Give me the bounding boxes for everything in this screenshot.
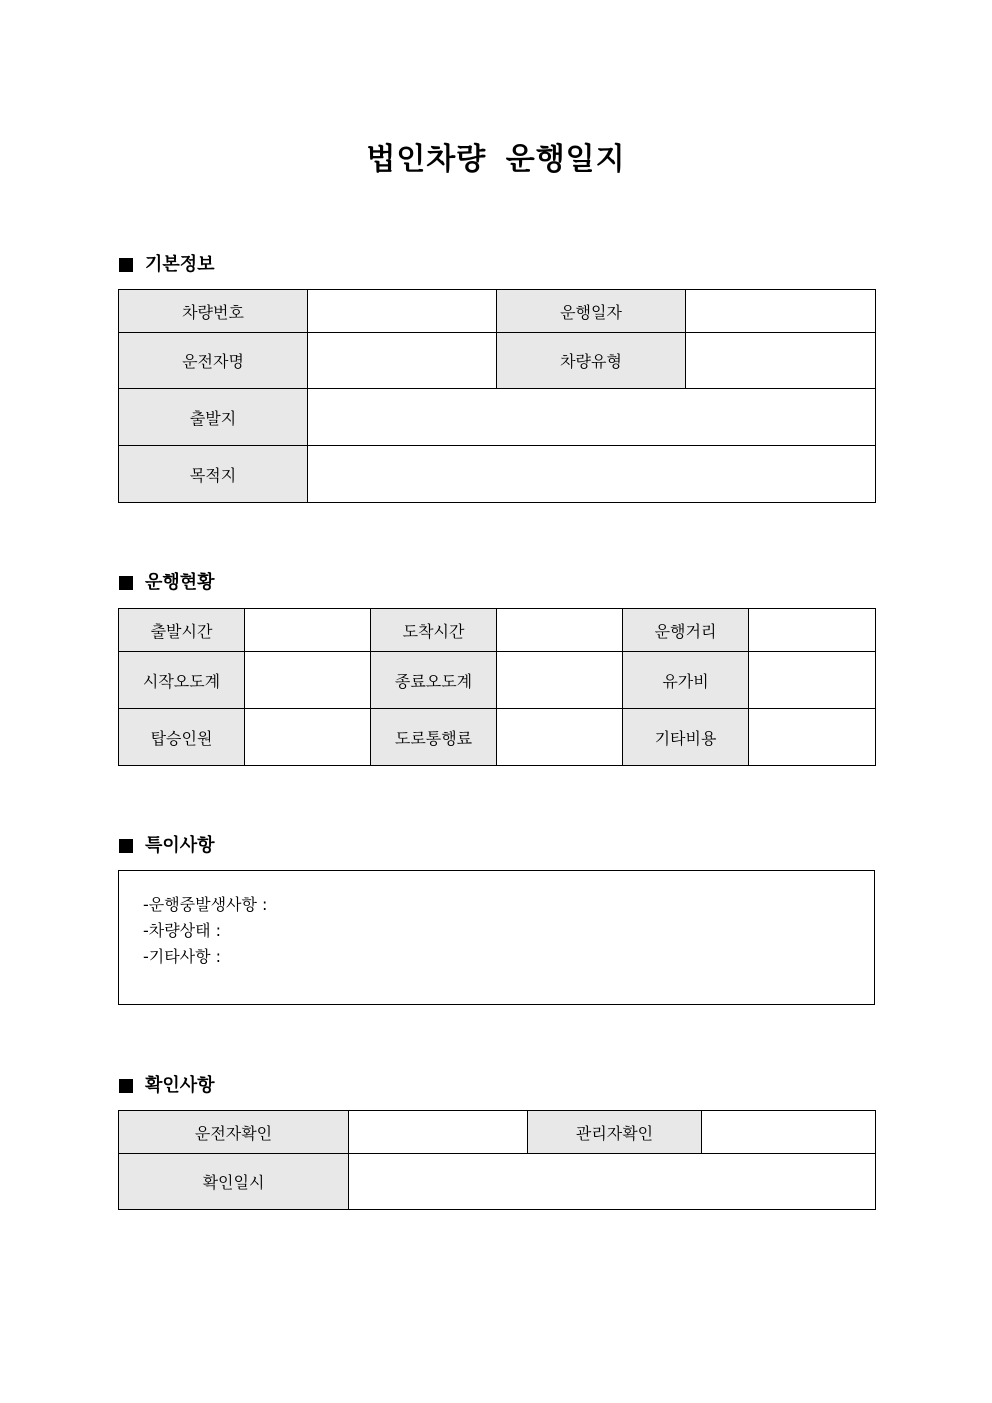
fuel-cost-field[interactable] [749,652,876,709]
confirm-heading-text: 확인사항 [145,1075,215,1096]
other-cost-field[interactable] [749,709,876,766]
confirm-date-label: 확인일시 [119,1154,349,1210]
status-heading [119,571,215,595]
confirm-table [118,1110,876,1210]
start-odometer-label: 시작오도계 [119,652,245,709]
basic-info-table [118,289,876,503]
end-odometer-field[interactable] [497,652,623,709]
notes-line-vehicle-condition: -차량상태 : [143,921,222,940]
depart-time-field[interactable] [245,609,371,652]
notes-box[interactable] [118,870,875,1005]
manager-confirm-label: 관리자확인 [528,1111,702,1154]
notes-line-incidents: -운행중발생사항 : [143,895,268,914]
passengers-label: 탑승인원 [119,709,245,766]
vehicle-type-label: 차량유형 [497,333,686,389]
depart-time-label: 출발시간 [119,609,245,652]
driver-name-field[interactable] [308,333,497,389]
arrive-time-label: 도착시간 [371,609,497,652]
departure-field[interactable] [308,389,876,446]
other-cost-label: 기타비용 [623,709,749,766]
fuel-cost-label: 유가비 [623,652,749,709]
destination-field[interactable] [308,446,876,503]
basic-info-heading [119,253,215,277]
driver-confirm-label: 운전자확인 [119,1111,349,1154]
notes-heading-text: 특이사항 [145,835,215,856]
status-heading-text: 운행현황 [145,572,215,593]
end-odometer-label: 종료오도계 [371,652,497,709]
page-title: 법인차량 운행일지 [366,142,626,177]
drive-date-field[interactable] [686,290,876,333]
toll-fee-field[interactable] [497,709,623,766]
notes-heading [119,834,215,858]
manager-confirm-field[interactable] [702,1111,876,1154]
drive-date-label: 운행일자 [497,290,686,333]
passengers-field[interactable] [245,709,371,766]
arrive-time-field[interactable] [497,609,623,652]
vehicle-number-field[interactable] [308,290,497,333]
destination-label: 목적지 [119,446,308,503]
square-bullet-icon [119,1079,133,1093]
driver-name-label: 운전자명 [119,333,308,389]
vehicle-type-field[interactable] [686,333,876,389]
confirm-date-field[interactable] [349,1154,876,1210]
vehicle-number-label: 차량번호 [119,290,308,333]
distance-field[interactable] [749,609,876,652]
departure-label: 출발지 [119,389,308,446]
notes-line-other: -기타사항 : [143,947,222,966]
basic-info-heading-text: 기본정보 [145,254,215,275]
start-odometer-field[interactable] [245,652,371,709]
status-table [118,608,876,766]
square-bullet-icon [119,576,133,590]
distance-label: 운행거리 [623,609,749,652]
driver-confirm-field[interactable] [349,1111,528,1154]
confirm-heading [119,1074,215,1098]
toll-fee-label: 도로통행료 [371,709,497,766]
square-bullet-icon [119,258,133,272]
square-bullet-icon [119,839,133,853]
